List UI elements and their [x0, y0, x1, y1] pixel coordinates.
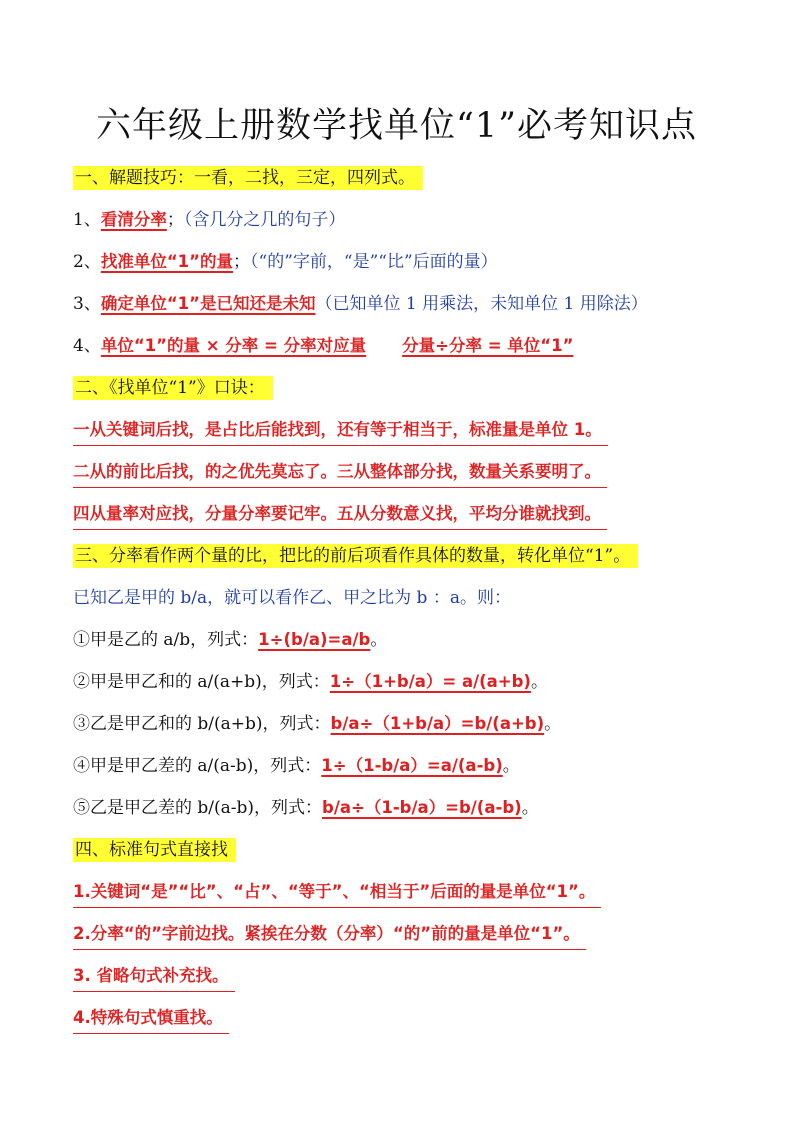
section-2-heading: 二、《找单位“1”》口诀：: [73, 373, 273, 403]
mnemonic-line-3: 四从量率对应找，分量分率要记牢。五从分数意义找，平均分谁就找到。: [73, 499, 607, 529]
formula-row-5: ⑤乙是甲乙差的 b/(a-b)，列式：b/a÷（1-b/a）=b/(a-b)。: [73, 798, 539, 818]
section-4-heading: 四、标准句式直接找: [73, 835, 236, 865]
mnemonic-line-2: 二从的前比后找，的之优先莫忘了。三从整体部分找，数量关系要明了。: [73, 457, 607, 487]
section-1-heading: 一、解题技巧：一看，二找，三定，四列式。: [73, 163, 423, 193]
section-3-heading: 三、分率看作两个量的比，把比的前后项看作具体的数量，转化单位“1”。: [73, 541, 638, 571]
sentence-pattern-2: 2.分率“的”字前边找。紧挨在分数（分率）“的”前的量是单位“1”。: [73, 919, 586, 949]
page-title: 六年级上册数学找单位“1”必考知识点: [95, 106, 698, 146]
sentence-pattern-1: 1.关键词“是”“比”、“占”、“等于”、“相当于”后面的量是单位“1”。: [73, 877, 601, 907]
formula-row-3: ③乙是甲乙和的 b/(a+b)，列式：b/a÷（1+b/a）=b/(a+b)。: [73, 714, 562, 734]
sentence-pattern-4: 4.特殊句式慎重找。: [73, 1003, 229, 1033]
mnemonic-line-1: 一从关键词后找，是占比后能找到，还有等于相当于，标准量是单位 1。: [73, 415, 608, 445]
technique-4: 4、单位“1”的量 × 分率 = 分率对应量 分量÷分率 = 单位“1”: [73, 336, 574, 356]
formula-row-4: ④甲是甲乙差的 a/(a-b)，列式：1÷（1-b/a）=a/(a-b)。: [73, 756, 520, 776]
sentence-pattern-3: 3. 省略句式补充找。: [73, 961, 235, 991]
technique-3: 3、确定单位“1”是已知还是未知（已知单位 1 用乘法，未知单位 1 用除法）: [73, 294, 648, 314]
ratio-intro: 已知乙是甲的 b/a，就可以看作乙、甲之比为 b ：a。则：: [73, 588, 511, 608]
formula-row-1: ①甲是乙的 a/b，列式：1÷(b/a)=a/b。: [73, 630, 388, 650]
technique-2: 2、找准单位“1”的量；（“的”字前，“是”“比”后面的量）: [73, 252, 498, 272]
formula-row-2: ②甲是甲乙和的 a/(a+b)，列式：1÷（1+b/a）= a/(a+b)。: [73, 672, 548, 692]
technique-1: 1、看清分率；（含几分之几的句子）: [73, 210, 346, 230]
